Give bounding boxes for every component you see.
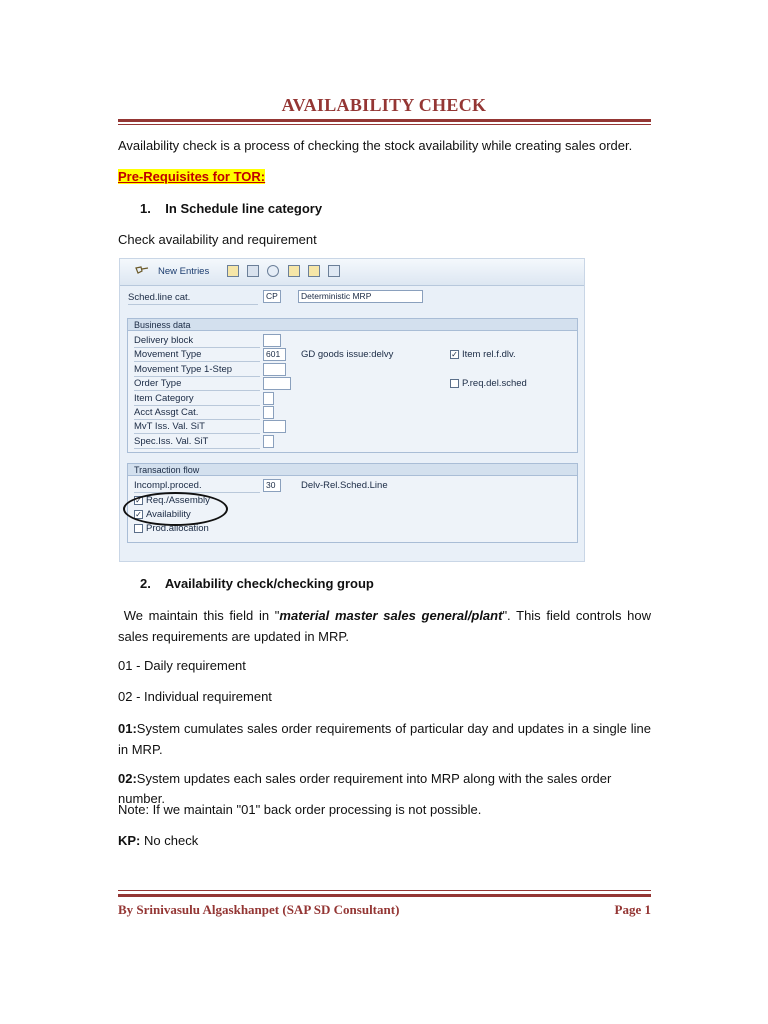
prod-allocation-label: Prod.allocation (146, 523, 209, 534)
preq-label: P.req.del.sched (462, 378, 527, 389)
prereq-heading-text: Pre-Requisites for TOR: (118, 169, 266, 184)
new-entries-button[interactable]: New Entries (158, 266, 210, 277)
movement-type-desc: GD goods issue:delvy (301, 349, 394, 360)
kp-text: No check (140, 833, 199, 848)
availability-checkbox[interactable]: ✓ (135, 510, 142, 519)
preq-checkbox[interactable] (450, 379, 459, 388)
undo-icon[interactable] (267, 265, 279, 277)
section1-title: In Schedule line category (165, 201, 323, 216)
underline (128, 304, 258, 305)
field-label: Order Type (134, 378, 182, 389)
intro-paragraph: Availability check is a process of checking the stock availability while creating sales order. (118, 138, 633, 153)
req-assembly-label: Req./Assembly (146, 495, 210, 506)
line-02: 02 - Individual requirement (118, 689, 272, 704)
kp-label: KP: (118, 833, 141, 848)
availability-label: Availability (146, 509, 191, 520)
underline (134, 361, 260, 362)
kp-line (118, 831, 651, 851)
field-label: Movement Type 1-Step (134, 364, 233, 375)
desc-02-text: System updates each sales order requirement into MRP along with the sales order number. (118, 771, 612, 806)
underline (134, 419, 260, 420)
maintain-post: ". This field controls how sales requirements are updated in MRP. (118, 608, 651, 644)
title-rule-thin (118, 124, 651, 125)
field-label: MvT Iss. Val. SiT (134, 421, 205, 432)
underline (134, 433, 260, 434)
section2-heading (140, 574, 673, 594)
transaction-flow-heading: Transaction flow (128, 464, 577, 476)
underline (134, 405, 260, 406)
hand-drawn-circle (123, 492, 228, 526)
field-label: Acct Assgt Cat. (134, 407, 199, 418)
incompl-label: Incompl.proced. (134, 480, 202, 491)
field-label: Spec.Iss. Val. SiT (134, 436, 209, 447)
section2-number: 2. (140, 576, 151, 591)
underline (134, 376, 260, 377)
footer-rule-thin (118, 890, 651, 891)
page-number: Page 1 (614, 902, 651, 917)
movement-type-field[interactable]: 601 (263, 348, 286, 361)
desc-01-label: 01: (118, 721, 137, 736)
spec-iss-val-field[interactable] (263, 435, 274, 448)
section2-title: Availability check/checking group (164, 576, 374, 591)
footer-author: By Srinivasulu Algaskhanpet (SAP SD Consultant) (118, 902, 400, 917)
section1-heading (140, 199, 673, 219)
order-type-field[interactable] (263, 377, 291, 390)
title-rule (118, 119, 651, 122)
page-title: AVAILABILITY CHECK (281, 95, 487, 115)
incompl-field[interactable]: 30 (263, 479, 281, 492)
prod-allocation-checkbox[interactable] (134, 524, 143, 533)
sched-line-desc: Deterministic MRP (298, 290, 423, 303)
field-label: Delivery block (134, 335, 194, 346)
underline (134, 390, 260, 391)
mvt-iss-val-field[interactable] (263, 420, 286, 433)
prereq-heading (118, 167, 651, 187)
section1-number: 1. (140, 201, 151, 216)
first-page-icon[interactable] (288, 265, 300, 277)
table-icon[interactable] (328, 265, 340, 277)
item-category-field[interactable] (263, 392, 274, 405)
business-data-heading: Business data (128, 319, 577, 331)
maintain-paragraph (118, 605, 651, 647)
note: Note: If we maintain "01" back order processing is not possible. (118, 802, 482, 817)
glasses-icon (135, 265, 149, 277)
maintain-emphasis: material master sales general/plant (279, 608, 503, 623)
check-line: Check availability and requirement (118, 232, 317, 247)
save-icon[interactable] (247, 265, 259, 277)
sched-line-field[interactable]: CP (263, 290, 281, 303)
item-rel-checkbox[interactable]: ✓ (451, 350, 458, 359)
acct-assgt-field[interactable] (263, 406, 274, 419)
underline (134, 347, 260, 348)
sap-screenshot (119, 258, 585, 562)
req-assembly-checkbox[interactable]: ✓ (135, 496, 142, 505)
desc-02-label: 02: (118, 771, 137, 786)
field-label: Item Category (134, 393, 194, 404)
line-01: 01 - Daily requirement (118, 658, 246, 673)
footer-rule (118, 894, 651, 897)
sched-line-label: Sched.line cat. (128, 292, 191, 303)
sap-toolbar (120, 259, 584, 286)
copy-icon[interactable] (227, 265, 239, 277)
desc-01 (118, 718, 651, 760)
maintain-pre: We maintain this field in " (123, 608, 280, 623)
movement-type-1step-field[interactable] (263, 363, 286, 376)
field-label: Movement Type (134, 349, 202, 360)
underline (134, 448, 260, 449)
incompl-desc: Delv-Rel.Sched.Line (301, 480, 388, 491)
next-page-icon[interactable] (308, 265, 320, 277)
desc-01-text: System cumulates sales order requirements of particular day and updates in a single line in MRP. (118, 721, 651, 757)
delivery-block-field[interactable] (263, 334, 281, 347)
item-rel-label: Item rel.f.dlv. (462, 349, 516, 360)
